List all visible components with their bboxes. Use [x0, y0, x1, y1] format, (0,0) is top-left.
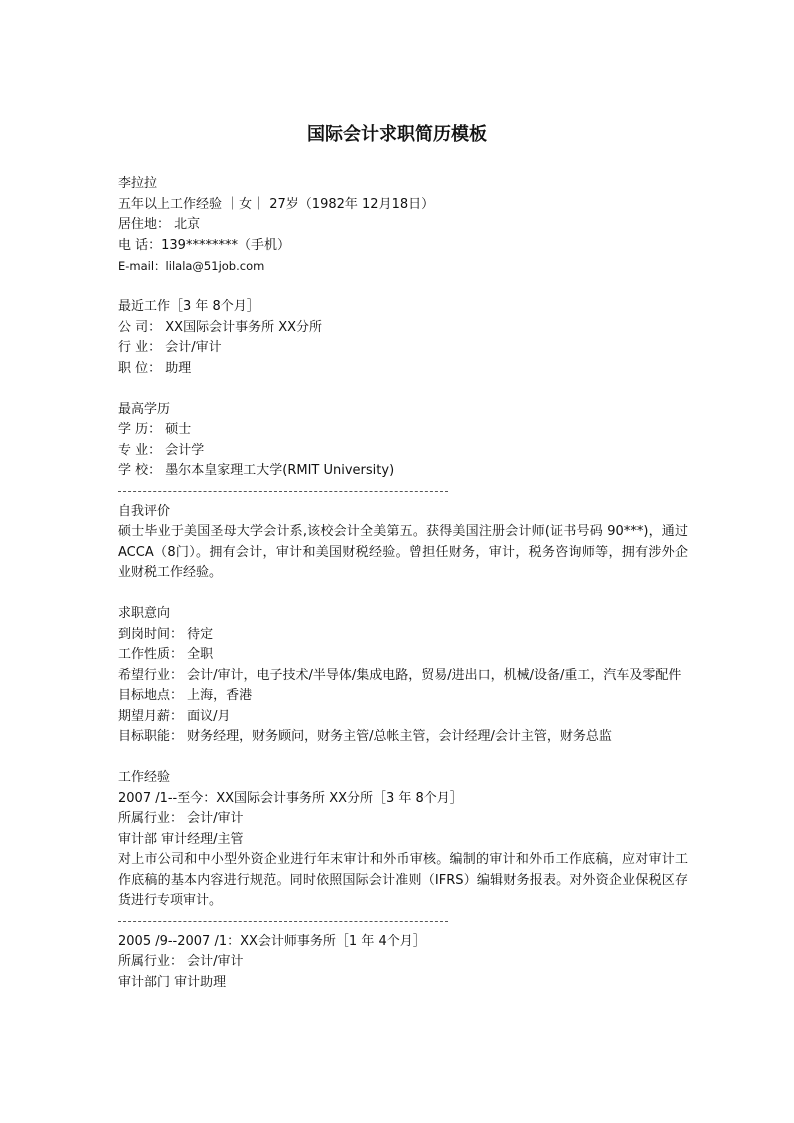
document-title: 国际会计求职简历模板	[307, 124, 487, 145]
recent-industry: 行 业： 会计/审计	[118, 340, 222, 355]
job1-dept: 审计部 审计经理/主管	[118, 831, 244, 847]
job2-period: 2005 /9--2007 /1：XX会计师事务所［1 年 4个月］	[118, 933, 426, 949]
section-divider	[118, 491, 448, 492]
target-location: 目标地点： 上海，香港	[118, 688, 253, 703]
arrival-time: 到岗时间： 待定	[118, 626, 214, 642]
job2-dept: 审计部门 审计助理	[118, 974, 227, 990]
job1-industry: 所属行业： 会计/审计	[118, 811, 244, 826]
education-heading: 最高学历	[118, 401, 171, 417]
education-degree: 学 历： 硕士	[118, 422, 192, 437]
work-type: 工作性质： 全职	[118, 647, 214, 662]
phone: 电 话：139********（手机）	[118, 237, 290, 253]
education-school: 学 校： 墨尔本皇家理工大学(RMIT University)	[118, 463, 395, 478]
experience-heading: 工作经验	[118, 770, 171, 785]
recent-position: 职 位： 助理	[118, 360, 192, 376]
residence: 居住地： 北京	[118, 217, 201, 232]
name: 李拉拉	[118, 176, 158, 191]
email: E-mail：lilala@51job.com	[118, 259, 265, 273]
profile-summary: 五年以上工作经验 ｜女｜ 27岁（1982年 12月18日）	[118, 196, 435, 212]
desired-industries: 希望行业： 会计/审计，电子技术/半导体/集成电路，贸易/进出口，机械/设备/重工，汽车及零配件	[118, 667, 682, 683]
self-evaluation-heading: 自我评价	[118, 503, 171, 519]
job1-period: 2007 /1--至今：XX国际会计事务所 XX分所［3 年 8个月］	[118, 790, 463, 806]
recent-work-heading: 最近工作［3 年 8个月］	[118, 299, 260, 314]
job1-description: 对上市公司和中小型外资企业进行年末审计和外币审核。编制的审计和外币工作底稿，应对审计工作底稿的基本内容进行规范。同时依照国际会计准则（IFRS）编辑财务报表。对外资企业保税区存货进行专项审计。	[118, 852, 688, 908]
recent-company: 公 司： XX国际会计事务所 XX分所	[118, 319, 323, 335]
resume-body	[118, 120, 688, 993]
expected-salary: 期望月薪： 面议/月	[118, 708, 231, 724]
job2-industry: 所属行业： 会计/审计	[118, 954, 244, 969]
education-major: 专 业： 会计学	[118, 442, 205, 458]
job-intention-heading: 求职意向	[118, 606, 171, 621]
self-evaluation-text: 硕士毕业于美国圣母大学会计系,该校会计全美第五。获得美国注册会计师(证书号码 90***)，通过 ACCA（8门）。拥有会计，审计和美国财税经验。曾担任财务，审计，税务咨询师等，拥有涉外企业财税工作经验。	[118, 524, 688, 580]
target-functions: 目标职能： 财务经理，财务顾问，财务主管/总帐主管，会计经理/会计主管，财务总监	[118, 729, 612, 744]
section-divider	[118, 921, 448, 922]
